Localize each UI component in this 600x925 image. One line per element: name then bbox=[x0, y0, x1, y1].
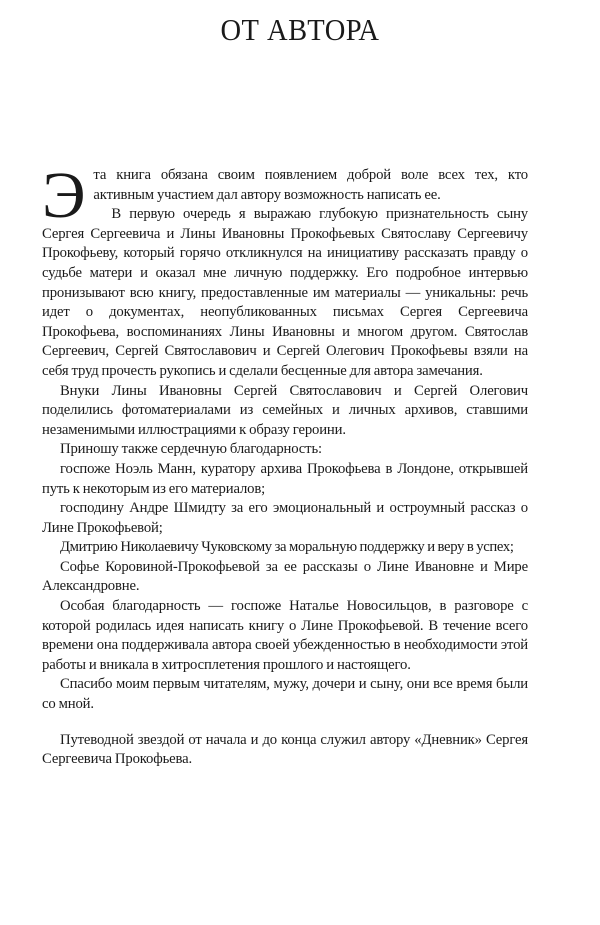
paragraph: Особая благодарность — госпоже Наталье Новосильцов, в разговоре с которой родилась идея написать книгу о Лине Прокофьевой. В течение всего времени она поддерживала автора своей убежденностью в необходимости этой работы и вникала в хитросплетения прошлого и настоящего. bbox=[42, 598, 528, 673]
paragraph-intro-text: та книга обязана своим появлением доброй воле всех тех, кто активным участием дал автору возможность написать ее. bbox=[93, 167, 528, 203]
section-gap bbox=[42, 715, 528, 731]
page-title: ОТ АВТОРА bbox=[220, 12, 380, 47]
paragraph: Дмитрию Николаевичу Чуковскому за моральную поддержку и веру в успех; bbox=[60, 539, 514, 556]
paragraph: Внуки Лины Ивановны Сергей Святославович и Сергей Олегович поделились фотоматериалами из семейных и личных архивов, ставшими незаменимыми иллюстрациями к образу героини. bbox=[42, 382, 528, 438]
paragraph: госпоже Ноэль Манн, куратору архива Прокофьева в Лондоне, открывшей путь к некоторым из его материалов; bbox=[42, 460, 528, 497]
paragraph: Приношу также сердечную благодарность: bbox=[60, 441, 322, 458]
paragraph-closing: Путеводной звездой от начала и до конца служил автору «Дневник» Сергея Сергеевича Прокофьева. bbox=[42, 731, 528, 768]
drop-cap: Э bbox=[42, 159, 86, 232]
paragraph: Спасибо моим первым читателям, мужу, дочери и сыну, они все время были со мной. bbox=[42, 676, 528, 713]
foreword-text bbox=[42, 159, 528, 770]
paragraph: В первую очередь я выражаю глубокую признательность сыну Сергея Сергеевича и Лины Ивановны Прокофьевых Святославу Сергеевичу Прокофьеву, который горячо откликнулся на инициативу рассказать правду о судьбе матери и оказал мне личную поддержку. Его подробное интервью пронизывают всю книгу, предоставленные им материалы — уникальны: речь идет о документах, неопубликованных письмах Сергея Сергеевича Прокофьева, воспоминаниях Лины Ивановны и многом другом. Святослав Сергеевич, Сергей Святославович и Сергей Олегович Прокофьевы взяли на себя труд прочесть рукопись и сделали бесценные для автора замечания. bbox=[42, 206, 528, 379]
paragraph-intro bbox=[42, 159, 528, 232]
paragraph: Софье Коровиной-Прокофьевой за ее рассказы о Лине Ивановне и Мире Александровне. bbox=[42, 558, 528, 595]
paragraph: господину Андре Шмидту за его эмоциональный и остроумный рассказ о Лине Прокофьевой; bbox=[42, 500, 528, 536]
